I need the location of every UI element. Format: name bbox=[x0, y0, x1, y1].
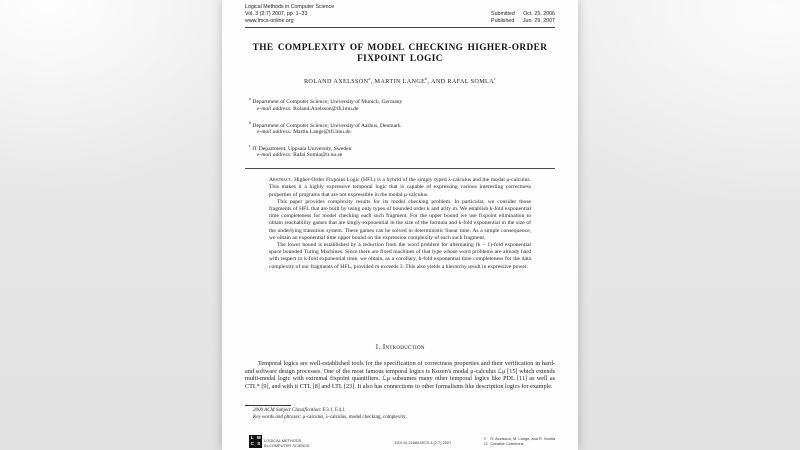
abstract-top-rule bbox=[245, 168, 555, 169]
submitted-label: Submitted bbox=[491, 11, 515, 17]
paper-title bbox=[245, 43, 555, 65]
introduction-paragraph: Temporal logics are well-established tools for the specification of correctness properties and their verification in hard- and software design processes. One of the most famous temporal logics is Kozen's modal μ-calculus ℒμ [15] which extends multi-modal logic with extremal fixpoint quantifiers. ℒμ subsumes many other temporal logics like PDL [11] as well as CTL* [9], and with it CTL [8] and LTL [23]. It also has connections to other formalisms like description logics for example. bbox=[245, 360, 555, 390]
copyright-block bbox=[484, 437, 555, 447]
author-separator: , bbox=[370, 78, 375, 86]
author-separator: , AND bbox=[427, 78, 448, 86]
email-address-link[interactable]: Roland.Axelsson@ifi.lmu.de bbox=[293, 105, 359, 112]
author-name: MARTIN LANGE bbox=[374, 78, 426, 86]
acm-classification-label: 2000 ACM Subject Classification: bbox=[253, 408, 322, 414]
submitted-date: Oct. 25, 2006 bbox=[523, 11, 555, 17]
footer-row bbox=[245, 431, 555, 448]
creative-commons-icon: cc bbox=[483, 441, 488, 447]
copyright-icon: © bbox=[483, 436, 487, 442]
logo-letter: S bbox=[257, 441, 261, 447]
lmcs-brand bbox=[249, 435, 310, 448]
author-name: ROLAND AXELSSON bbox=[303, 78, 369, 86]
email-label: e-mail address: bbox=[257, 105, 292, 112]
journal-name: Logical Methods in Computer Science bbox=[245, 4, 335, 10]
author-affiliation-marker: c bbox=[494, 77, 497, 82]
email-label: e-mail address: bbox=[257, 129, 292, 136]
affiliation-item bbox=[249, 120, 555, 136]
footnote-rule bbox=[245, 405, 291, 406]
logo-letter: L bbox=[250, 434, 254, 440]
keywords-label: Key words and phrases: bbox=[253, 414, 302, 420]
abstract-label: Abstract. bbox=[269, 177, 293, 184]
affiliation-department: IT Department, Uppsala University, Sweden bbox=[252, 145, 352, 152]
logo-letter: M bbox=[256, 434, 261, 440]
acm-classification-value: F.3.1, F.4.1. bbox=[322, 408, 347, 414]
section-heading-introduction: 1. Introduction bbox=[375, 344, 425, 352]
abstract-paragraph-2: This paper provides complexity results for its model checking problem. In particular, we consider those fragments of HFL that are built by using only types of bounded order k and arity m. We establish k-fold exponential time completeness for model checking each such fragment. For the upper bound we use fixpoint elimination to obtain reachability games that are singly-exponential in the size of the formula and k-fold exponential in the size of the underlying transition system. These games can be solved in deterministic linear time. As a simple consequence, we obtain an exponential time upper bound on the expression complexity of each such fragment. bbox=[269, 198, 531, 241]
paper-title-line1: THE COMPLEXITY OF MODEL CHECKING HIGHER-ORDER bbox=[252, 43, 548, 54]
abstract-paragraph-1: Higher-Order Fixpoint Logic (HFL) is a hybrid of the simply typed λ-calculus and the modal μ-calculus. This makes it a highly expressive temporal logic that is capable of expressing various interesting correctness properties of programs that are not expressible in the modal μ-calculus. bbox=[269, 177, 531, 198]
paper-page bbox=[222, 0, 578, 450]
logo-letter: C bbox=[250, 441, 254, 447]
masthead-rule bbox=[245, 27, 555, 28]
affiliation-item bbox=[249, 96, 555, 112]
doi-text: DOI:10.2168/LMCS-3 (2:7) 2007 bbox=[395, 440, 452, 445]
journal-volume-info: Vol. 3 (2:7) 2007, pp. 1–33 bbox=[245, 10, 308, 17]
author-affiliation-marker: a bbox=[368, 77, 371, 82]
author-name: RAFAL SOMLA bbox=[447, 78, 495, 86]
abstract-section bbox=[269, 177, 531, 324]
author-affiliation-marker: b bbox=[425, 77, 428, 82]
affiliation-item bbox=[249, 143, 555, 159]
paper-title-line2: FIXPOINT LOGIC bbox=[357, 54, 443, 65]
affiliation-marker: b bbox=[249, 120, 251, 125]
page-footer-area bbox=[245, 405, 555, 448]
keywords-line bbox=[245, 415, 555, 421]
affiliations-block bbox=[249, 96, 555, 159]
copyright-names: R. Axelsson, M. Lange, and R. Somla bbox=[490, 436, 555, 442]
published-label: Published bbox=[491, 17, 515, 24]
authors-line bbox=[245, 77, 555, 85]
keywords-value: μ-calculus, λ-calculus, model checking, complexity. bbox=[302, 414, 407, 420]
journal-website-link[interactable]: www.lmcs-online.org bbox=[245, 17, 294, 24]
lmcs-name-line2: IN COMPUTER SCIENCE bbox=[264, 442, 310, 448]
affiliation-department: Department of Computer Science, University of Munich, Germany bbox=[252, 99, 403, 106]
abstract-paragraph-3: The lower bound is established by a reduction from the word problem for alternating (k − 1)-fold exponential space bounded Turing Machines. Since there are fixed machines of that type whose word problems are already hard with respect to k-fold exponential time, we obtain, as a corollary, k-fold exponential time completeness for the data complexity of our fragments of HFL, provided m exceeds 3. This also yields a hierarchy result in expressive power. bbox=[269, 242, 531, 270]
affiliation-marker: c bbox=[249, 143, 251, 148]
published-date: Jun. 29, 2007 bbox=[522, 17, 555, 24]
affiliation-department: Department of Computer Science, University of Aarhus, Denmark bbox=[252, 122, 401, 129]
lmcs-logo-icon bbox=[249, 435, 262, 448]
lmcs-name-line1: LOGICAL METHODS bbox=[264, 438, 302, 443]
affiliation-marker: a bbox=[249, 97, 251, 102]
journal-masthead bbox=[245, 4, 555, 25]
license-name: Creative Commons bbox=[490, 441, 524, 447]
email-address-link[interactable]: Rafal.Somla@it.uu.se bbox=[293, 152, 343, 159]
email-address-link[interactable]: Martin.Lange@ifi.lmu.de bbox=[293, 129, 351, 136]
email-label: e-mail address: bbox=[257, 152, 292, 159]
